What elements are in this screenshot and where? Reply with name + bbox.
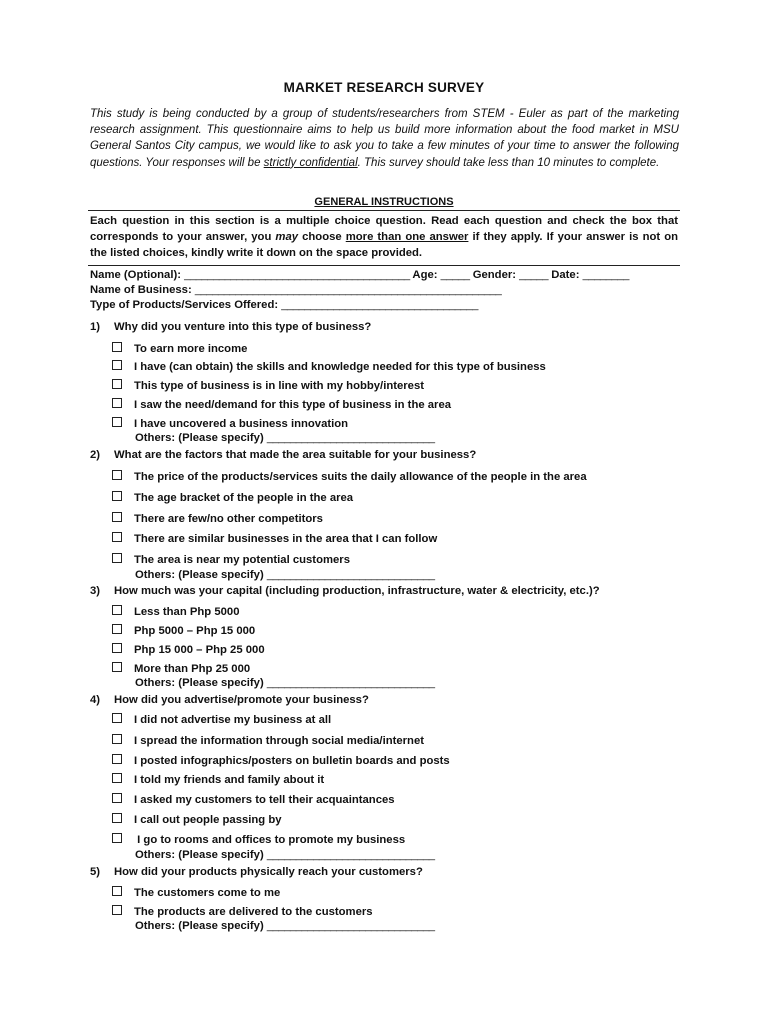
checkbox-icon[interactable] — [112, 754, 122, 764]
checkbox-icon[interactable] — [112, 553, 122, 563]
q2-option[interactable]: The price of the products/services suits the daily allowance of the people in the area — [112, 470, 587, 483]
intro-paragraph — [90, 106, 679, 171]
checkbox-icon[interactable] — [112, 360, 122, 370]
instructions-heading: GENERAL INSTRUCTIONS — [314, 196, 454, 208]
row-name-age-gender-date — [90, 268, 690, 283]
checkbox-icon[interactable] — [112, 713, 122, 723]
checkbox-icon[interactable] — [112, 342, 122, 352]
q2-others: Others: (Please specify) _____________________________ — [135, 569, 435, 581]
gender-field[interactable]: _____ — [519, 269, 549, 281]
q2-option[interactable]: The area is near my potential customers — [112, 553, 350, 566]
question-1: 1) Why did you venture into this type of business? — [90, 321, 372, 333]
q1-option[interactable]: To earn more income — [112, 342, 247, 355]
q3-others: Others: (Please specify) _____________________________ — [135, 677, 435, 689]
question-2: 2) What are the factors that made the area suitable for your business? — [90, 449, 477, 461]
checkbox-icon[interactable] — [112, 905, 122, 915]
age-field[interactable]: _____ — [440, 269, 470, 281]
q4-option[interactable]: I asked my customers to tell their acquaintances — [112, 793, 395, 806]
question-4: 4) How did you advertise/promote your business? — [90, 694, 369, 706]
q2-option[interactable]: The age bracket of the people in the area — [112, 491, 353, 504]
business-field[interactable]: _____________________________________________________ — [194, 284, 502, 296]
checkbox-icon[interactable] — [112, 793, 122, 803]
business-label: Name of Business: — [90, 284, 195, 296]
q4-option[interactable]: I spread the information through social media/internet — [112, 734, 424, 747]
checkbox-icon[interactable] — [112, 398, 122, 408]
question-3: 3) How much was your capital (including production, infrastructure, water & electricity, etc.)? — [90, 585, 600, 597]
q4-others: Others: (Please specify) _____________________________ — [135, 849, 435, 861]
row-business-type — [90, 298, 690, 313]
q5-option[interactable]: The customers come to me — [112, 886, 280, 899]
q3-option[interactable]: Php 15 000 – Php 25 000 — [112, 643, 265, 656]
checkbox-icon[interactable] — [112, 491, 122, 501]
date-label: Date: — [548, 269, 583, 281]
q1-option[interactable]: I have uncovered a business innovation — [112, 417, 348, 430]
checkbox-icon[interactable] — [112, 512, 122, 522]
checkbox-icon[interactable] — [112, 470, 122, 480]
business-type-label: Type of Products/Services Offered: — [90, 299, 282, 311]
question-5: 5) How did your products physically reach your customers? — [90, 866, 423, 878]
q4-others-field[interactable]: _____________________________ — [266, 849, 435, 861]
q1-option[interactable]: This type of business is in line with my hobby/interest — [112, 379, 424, 392]
q3-others-field[interactable]: _____________________________ — [266, 677, 435, 689]
date-field[interactable]: ________ — [582, 269, 629, 281]
checkbox-icon[interactable] — [112, 532, 122, 542]
q3-option[interactable]: More than Php 25 000 — [112, 662, 250, 675]
q4-option[interactable]: I call out people passing by — [112, 813, 282, 826]
q1-option[interactable]: I saw the need/demand for this type of business in the area — [112, 398, 451, 411]
checkbox-icon[interactable] — [112, 833, 122, 843]
name-label: Name (Optional): — [90, 269, 185, 281]
intro-text: This study is being conducted by a group of students/researchers from STEM - Euler as part of the marketing research assignment. This questionnaire aims to help us build more information about the food market in MSU General Santos City campus, we would like to ask you to take a few minutes of your time to answer the following questions. Your responses will be — [90, 108, 679, 169]
q5-option[interactable]: The products are delivered to the customers — [112, 905, 373, 918]
checkbox-icon[interactable] — [112, 417, 122, 427]
q3-option[interactable]: Less than Php 5000 — [112, 605, 239, 618]
checkbox-icon[interactable] — [112, 773, 122, 783]
instructions-box: Each question in this section is a multiple choice question. Read each question and check the box that corresponds to your answer, you may choose more than one answer if they apply. If your answer is not on the listed choices, kindly write it down on the space provided. — [88, 210, 680, 266]
checkbox-icon[interactable] — [112, 643, 122, 653]
q4-option[interactable]: I go to rooms and offices to promote my business — [112, 833, 405, 846]
checkbox-icon[interactable] — [112, 813, 122, 823]
respondent-fields — [90, 268, 690, 313]
q3-option[interactable]: Php 5000 – Php 15 000 — [112, 624, 255, 637]
gender-label: Gender: — [469, 269, 520, 281]
checkbox-icon[interactable] — [112, 886, 122, 896]
name-field[interactable]: _______________________________________ — [184, 269, 410, 281]
q1-others-field[interactable]: _____________________________ — [266, 432, 435, 444]
q2-option[interactable]: There are few/no other competitors — [112, 512, 323, 525]
row-business-name — [90, 283, 690, 298]
q4-option[interactable]: I did not advertise my business at all — [112, 713, 331, 726]
q4-option[interactable]: I posted infographics/posters on bulletin boards and posts — [112, 754, 450, 767]
checkbox-icon[interactable] — [112, 734, 122, 744]
q1-option[interactable]: I have (can obtain) the skills and knowledge needed for this type of business — [112, 360, 546, 373]
checkbox-icon[interactable] — [112, 605, 122, 615]
survey-title: MARKET RESEARCH SURVEY — [283, 80, 485, 95]
business-type-field[interactable]: __________________________________ — [281, 299, 478, 311]
age-label: Age: — [409, 269, 441, 281]
checkbox-icon[interactable] — [112, 662, 122, 672]
q2-others-field[interactable]: _____________________________ — [266, 569, 435, 581]
checkbox-icon[interactable] — [112, 379, 122, 389]
intro-text-end: . This survey should take less than 10 minutes to complete. — [357, 156, 660, 169]
checkbox-icon[interactable] — [112, 624, 122, 634]
q5-others: Others: (Please specify) _____________________________ — [135, 920, 435, 932]
q4-option[interactable]: I told my friends and family about it — [112, 773, 324, 786]
q5-others-field[interactable]: _____________________________ — [266, 920, 435, 932]
q1-others: Others: (Please specify) _____________________________ — [135, 432, 435, 444]
intro-confidential: strictly confidential — [263, 156, 358, 169]
q2-option[interactable]: There are similar businesses in the area that I can follow — [112, 532, 437, 545]
